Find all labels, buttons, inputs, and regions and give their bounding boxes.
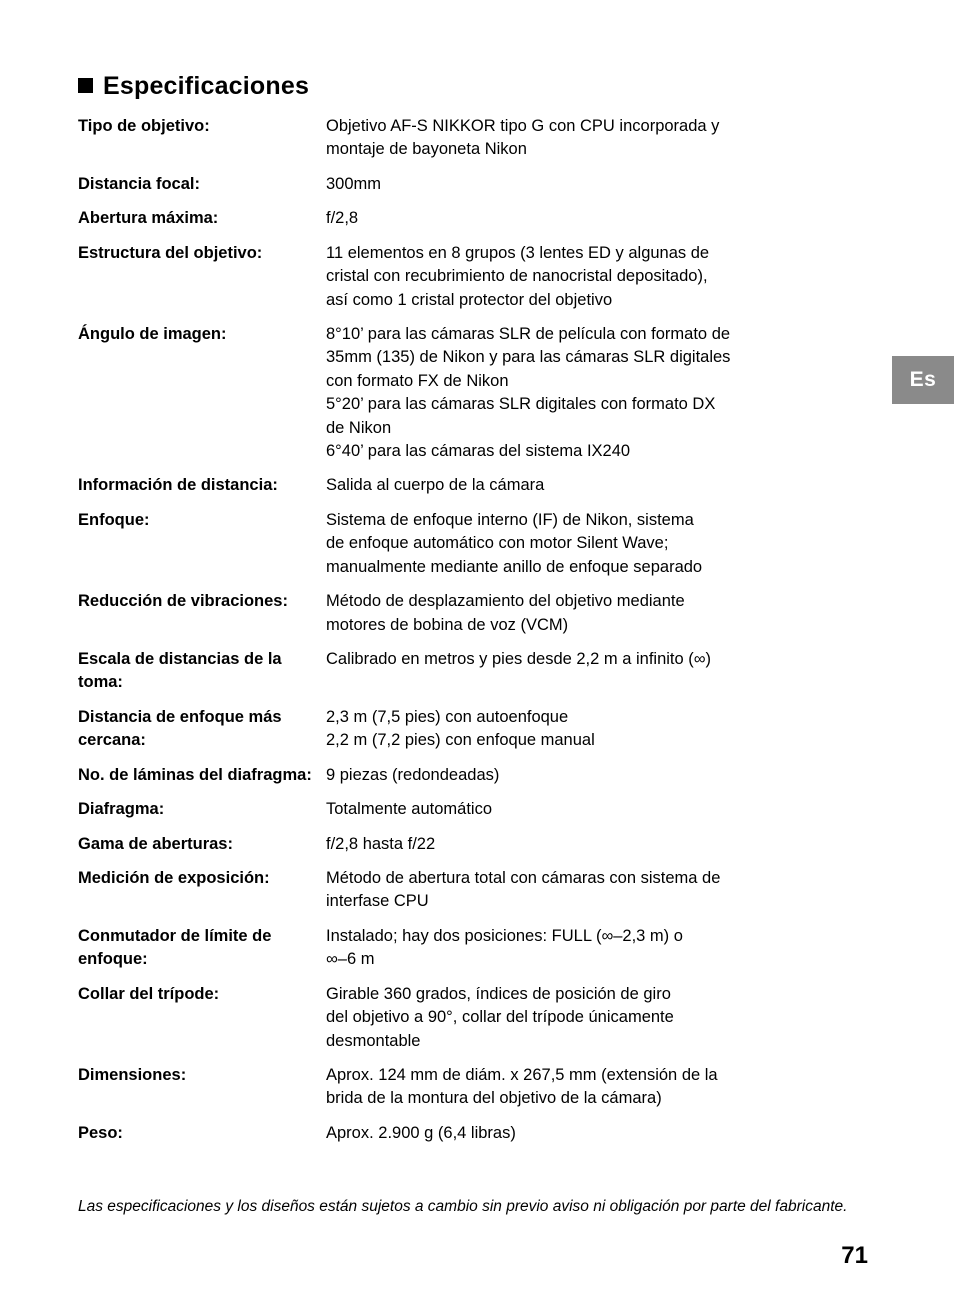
spec-label: Distancia focal: <box>78 174 200 193</box>
spec-value <box>326 706 868 764</box>
footnote-line: Las especificaciones y los diseños están sujetos a cambio sin previo aviso ni obligación por <box>78 1198 707 1215</box>
table-row <box>78 983 868 1064</box>
spec-value-line: 5°20’ para las cámaras SLR digitales con formato DX <box>326 395 716 414</box>
spec-label: Gama de aberturas: <box>78 834 233 853</box>
spec-value-line: de enfoque automático con motor Silent Wave; <box>326 534 669 553</box>
spec-value <box>326 1122 868 1156</box>
spec-value-line: cristal con recubrimiento de nanocristal depositado), <box>326 267 708 286</box>
spec-label: Escala de distancias de la toma: <box>78 650 282 692</box>
spec-value <box>326 867 868 925</box>
specifications-table <box>78 115 868 1156</box>
spec-value-line: 11 elementos en 8 grupos (3 lentes ED y algunas de <box>326 243 710 262</box>
spec-label: Medición de exposición: <box>78 868 270 887</box>
spec-label: Tipo de objetivo: <box>78 117 210 135</box>
spec-value-line: Sistema de enfoque interno (IF) de Nikon, sistema <box>326 510 694 529</box>
spec-value-line: montaje de bayoneta Nikon <box>326 140 527 159</box>
table-row <box>78 925 868 983</box>
spec-value <box>326 833 868 867</box>
section-heading-label: Especificaciones <box>103 72 310 100</box>
specifications-table-body <box>78 115 868 1156</box>
spec-value <box>326 474 868 508</box>
specifications-section <box>78 72 868 1156</box>
spec-value-line: 2,3 m (7,5 pies) con autoenfoque <box>326 707 569 726</box>
spec-value <box>326 323 868 475</box>
spec-value-line: brida de la montura del objetivo de la cámara) <box>326 1089 662 1108</box>
footnote <box>78 1196 868 1218</box>
spec-value-line: Salida al cuerpo de la cámara <box>326 476 545 495</box>
spec-label: Conmutador de límite de enfoque: <box>78 926 272 969</box>
spec-label: Ángulo de imagen: <box>78 324 227 343</box>
spec-value-line: Método de desplazamiento del objetivo mediante <box>326 592 685 611</box>
spec-label: Peso: <box>78 1123 123 1142</box>
spec-value-line: 9 piezas (redondeadas) <box>326 765 500 784</box>
spec-label: Dimensiones: <box>78 1065 187 1084</box>
table-row <box>78 833 868 867</box>
spec-value-line: 300mm <box>326 174 382 193</box>
spec-label: No. de láminas del diafragma: <box>78 765 312 784</box>
language-tab: Es <box>892 356 954 404</box>
spec-value <box>326 173 868 207</box>
spec-label: Collar del trípode: <box>78 984 220 1003</box>
spec-value-line: Instalado; hay dos posiciones: FULL (∞–2,3 m) o <box>326 926 683 945</box>
spec-value-line: Calibrado en metros y pies desde 2,2 m a infinito (∞) <box>326 650 712 669</box>
spec-label: Enfoque: <box>78 510 150 529</box>
spec-value-line: manualmente mediante anillo de enfoque separado <box>326 557 703 576</box>
table-row <box>78 648 868 706</box>
section-heading <box>78 72 868 101</box>
spec-value-line: f/2,8 hasta f/22 <box>326 834 436 853</box>
spec-label: Distancia de enfoque más cercana: <box>78 707 282 750</box>
table-row <box>78 242 868 323</box>
table-row <box>78 474 868 508</box>
spec-value-line: Totalmente automático <box>326 800 493 819</box>
spec-value-line: de Nikon <box>326 418 392 437</box>
spec-value-line: así como 1 cristal protector del objetivo <box>326 290 613 309</box>
spec-value <box>326 648 868 706</box>
page-number: 71 <box>841 1242 868 1269</box>
table-row <box>78 706 868 764</box>
spec-value <box>326 1064 868 1122</box>
table-row <box>78 323 868 475</box>
spec-value-line: ∞–6 m <box>326 950 375 969</box>
spec-value <box>326 115 868 173</box>
spec-value-line: interfase CPU <box>326 892 429 911</box>
table-row <box>78 173 868 207</box>
spec-value-line: 2,2 m (7,2 pies) con enfoque manual <box>326 731 595 750</box>
spec-label: Diafragma: <box>78 800 165 819</box>
table-row <box>78 207 868 241</box>
spec-value-line: 6°40’ para las cámaras del sistema IX240 <box>326 442 631 461</box>
spec-value-line: Aprox. 124 mm de diám. x 267,5 mm (extensión de la <box>326 1065 718 1084</box>
table-row <box>78 867 868 925</box>
spec-value-line: con formato FX de Nikon <box>326 371 509 390</box>
spec-value-line: motores de bobina de voz (VCM) <box>326 615 569 634</box>
spec-value-line: 35mm (135) de Nikon y para las cámaras SLR digitales <box>326 348 731 367</box>
spec-value-line: Método de abertura total con cámaras con sistema de <box>326 868 721 887</box>
table-row <box>78 764 868 798</box>
spec-value-line: desmontable <box>326 1031 421 1050</box>
spec-value-line: Aprox. 2.900 g (6,4 libras) <box>326 1123 516 1142</box>
square-bullet-icon <box>78 78 93 93</box>
table-row <box>78 509 868 590</box>
spec-label: Reducción de vibraciones: <box>78 592 288 611</box>
spec-value-line: f/2,8 <box>326 209 359 228</box>
spec-value-line: Girable 360 grados, índices de posición de giro <box>326 984 671 1003</box>
spec-value <box>326 242 868 323</box>
spec-value <box>326 207 868 241</box>
spec-label: Estructura del objetivo: <box>78 243 263 262</box>
footnote-line: parte del fabricante. <box>710 1198 848 1215</box>
table-row <box>78 798 868 832</box>
spec-value <box>326 764 868 798</box>
spec-value <box>326 798 868 832</box>
table-row <box>78 590 868 648</box>
spec-value <box>326 590 868 648</box>
table-row <box>78 115 868 173</box>
spec-label: Información de distancia: <box>78 476 278 495</box>
table-row <box>78 1122 868 1156</box>
spec-value-line: 8°10’ para las cámaras SLR de película con formato de <box>326 324 731 343</box>
spec-label: Abertura máxima: <box>78 209 219 228</box>
table-row <box>78 1064 868 1122</box>
spec-value <box>326 925 868 983</box>
spec-value-line: Objetivo AF-S NIKKOR tipo G con CPU incorporada y <box>326 117 720 135</box>
spec-value-line: del objetivo a 90°, collar del trípode únicamente <box>326 1008 674 1027</box>
spec-value <box>326 983 868 1064</box>
spec-value <box>326 509 868 590</box>
